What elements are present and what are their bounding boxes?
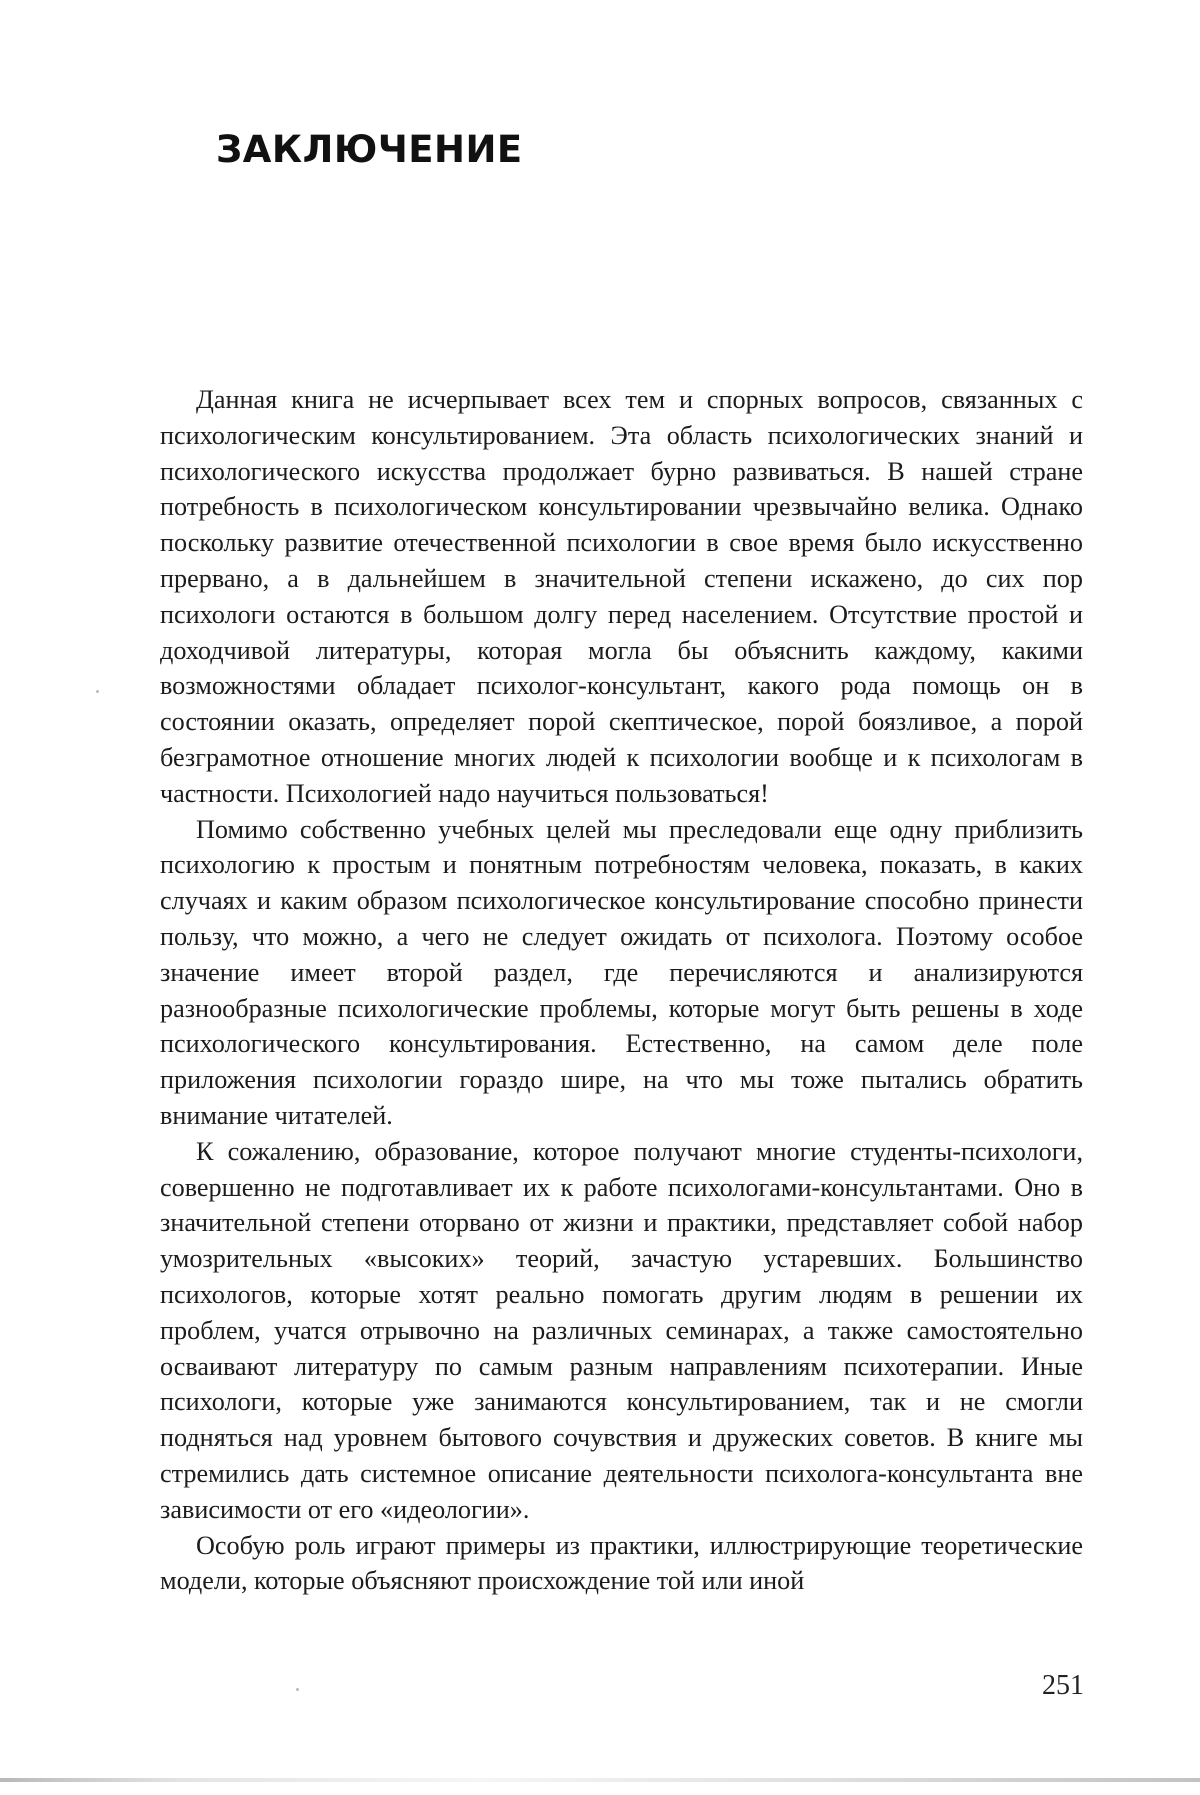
chapter-title: ЗАКЛЮЧЕНИЕ — [216, 128, 523, 171]
scan-speck — [96, 690, 99, 693]
scan-speck — [296, 1688, 299, 1691]
page-number: 251 — [1042, 1670, 1084, 1701]
paragraph-1: Данная книга не исчерпывает всех тем и спорных вопросов, связанных с психологическим консультированием. Эта область психологических знаний и психологического искусства продолжает бурно развиваться. В нашей стране потребность в психологическом консультировании чрезвычайно велика. Однако поскольку развитие отечественной психологии в свое время было искусственно прервано, а в дальнейшем в значительной степени искажено, до сих пор психологи остаются в большом долгу перед населением. Отсутствие простой и доходчивой литературы, которая могла бы объяснить каждому, какими возможностями обладает психолог-консультант, какого рода помощь он в состоянии оказать, определяет порой скептическое, порой боязливое, а порой безграмотное отношение многих людей к психологии вообще и к психологам в частности. Психологией надо научиться пользоваться! — [160, 385, 1083, 808]
paragraph-3: К сожалению, образование, которое получают многие студенты-психологи, совершенно не подготавливает их к работе психологами-консультантами. Оно в значительной степени оторвано от жизни и практики, представляет собой набор умозрительных «высоких» теорий, зачастую устаревших. Большинство психологов, которые хотят реально помогать другим людям в решении их проблем, учатся отрывочно на различных семинарах, а также самостоятельно осваивают литературу по самым разным направлениям психотерапии. Иные психологи, которые уже занимаются консультированием, так и не смогли подняться над уровнем бытового сочувствия и дружеских советов. В книге мы стремились дать системное описание деятельности психолога-консультанта вне зависимости от его «идеологии». — [160, 1136, 1083, 1524]
scan-bottom-edge — [0, 1778, 1200, 1782]
body-text — [160, 382, 1083, 1599]
paragraph-2: Помимо собственно учебных целей мы преследовали еще одну приблизить психологию к простым и понятным потребностям человека, показать, в каких случаях и каким образом психологическое консультирование способно принести пользу, что можно, а чего не следует ожидать от психолога. Поэтому особое значение имеет второй раздел, где перечисляются и анализируются разнообразные психологические проблемы, которые могут быть решены в ходе психологического консультирования. Естественно, на самом деле поле приложения психологии гораздо шире, на что мы тоже пытались обратить внимание читателей. — [160, 814, 1083, 1130]
paragraph-4: Особую роль играют примеры из практики, иллюстрирующие теоретические модели, которые объясняют происхождение той или иной — [160, 1530, 1083, 1596]
